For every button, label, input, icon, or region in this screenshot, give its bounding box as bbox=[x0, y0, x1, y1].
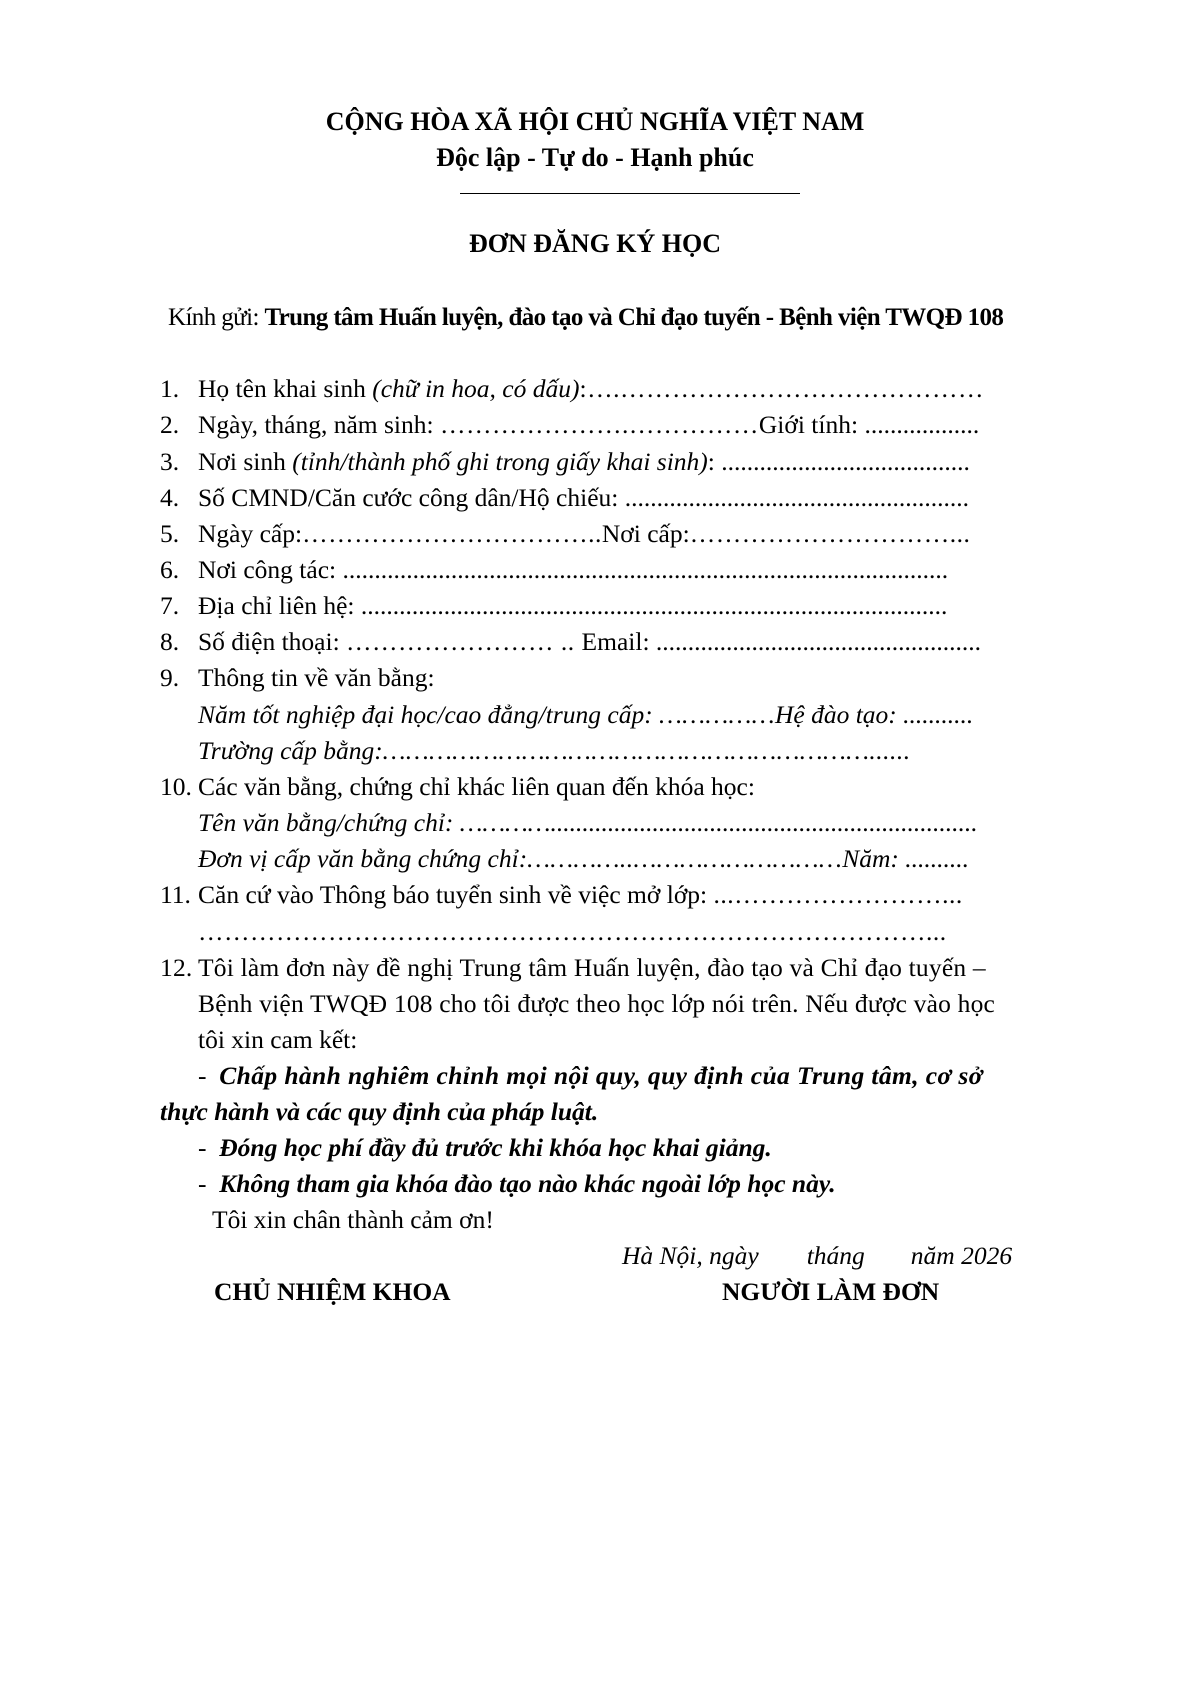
request-paragraph-line3: tôi xin cam kết: bbox=[198, 1025, 358, 1054]
dash-bullet: - bbox=[198, 1133, 207, 1162]
item-number: 7. bbox=[160, 591, 180, 620]
commitment-text: Không tham gia khóa đào tạo nào khác ngoài lớp học này. bbox=[219, 1169, 836, 1198]
fill-dots[interactable]: ............................................................................................ bbox=[360, 591, 948, 620]
field-label: Nơi công tác: bbox=[198, 555, 343, 584]
fill-dots[interactable]: …………..……………………… bbox=[527, 844, 843, 873]
commitment-text: Chấp hành nghiêm chỉnh mọi nội quy, quy định của Trung tâm, cơ sở bbox=[219, 1061, 983, 1090]
fill-dots[interactable]: : ....................................... bbox=[707, 447, 970, 476]
form-title: ĐƠN ĐĂNG KÝ HỌC bbox=[468, 229, 722, 258]
fill-dots[interactable]: …………… bbox=[659, 700, 775, 729]
item-number: 3. bbox=[160, 447, 180, 476]
date-line bbox=[622, 1241, 1012, 1271]
item-number: 11. bbox=[160, 880, 191, 909]
training-type-label: Hệ đào tạo: bbox=[774, 700, 904, 729]
field-birth-date[interactable] bbox=[160, 410, 979, 440]
fill-dots[interactable]: :….…………………………………… bbox=[579, 374, 984, 403]
field-phone-email[interactable] bbox=[160, 627, 981, 657]
fill-dots[interactable]: ........... bbox=[903, 700, 974, 729]
email-label: Email: bbox=[581, 627, 656, 656]
item-number: 10. bbox=[160, 772, 192, 801]
field-label: Tên văn bằng/chứng chỉ: bbox=[198, 808, 460, 837]
field-label: Ngày, tháng, năm sinh: bbox=[198, 410, 440, 439]
gender-label: Giới tính: bbox=[758, 410, 865, 439]
item-number: 5. bbox=[160, 519, 180, 548]
item-number: 8. bbox=[160, 627, 180, 656]
field-issue-info[interactable] bbox=[160, 519, 970, 549]
field-hint: (tỉnh/thành phố ghi trong giấy khai sinh) bbox=[292, 447, 708, 476]
item-number: 1. bbox=[160, 374, 180, 403]
field-hint: (chữ in hoa, có dấu) bbox=[372, 374, 580, 403]
field-other-certificates bbox=[160, 772, 755, 802]
signature-applicant: NGƯỜI LÀM ĐƠN bbox=[722, 1277, 940, 1306]
header-divider bbox=[460, 193, 800, 194]
request-paragraph-line1 bbox=[160, 953, 986, 983]
field-certificate-name[interactable] bbox=[198, 808, 978, 838]
thanks-text: Tôi xin chân thành cảm ơn! bbox=[212, 1205, 494, 1234]
signature-dept-head: CHỦ NHIỆM KHOA bbox=[214, 1277, 451, 1306]
field-label: Thông tin về văn bằng: bbox=[198, 663, 435, 692]
field-certificate-issuer[interactable] bbox=[198, 844, 969, 874]
field-label: Năm tốt nghiệp đại học/cao đẳng/trung cấp: bbox=[198, 700, 660, 729]
nation-heading: CỘNG HÒA XÃ HỘI CHỦ NGHĨA VIỆT NAM bbox=[325, 107, 865, 136]
fill-dots[interactable]: …………………………………………………………………………... bbox=[198, 917, 947, 946]
date-year: năm 2026 bbox=[910, 1241, 1013, 1270]
item-number: 12. bbox=[160, 953, 193, 982]
commitment-item-continued: thực hành và các quy định của pháp luật. bbox=[160, 1097, 599, 1126]
field-enrollment-notice[interactable] bbox=[160, 880, 963, 910]
field-label: Địa chỉ liên hệ: bbox=[198, 591, 361, 620]
fill-dots[interactable]: ...……………………... bbox=[713, 880, 963, 909]
fill-dots[interactable]: ...................................................... bbox=[624, 483, 969, 512]
item-number: 2. bbox=[160, 410, 180, 439]
paragraph-text: Tôi làm đơn này đề nghị Trung tâm Huấn luyện, đào tạo và Chỉ đạo tuyến – bbox=[198, 953, 986, 982]
commitment-item bbox=[198, 1169, 836, 1199]
recipient-label: Kính gửi: bbox=[168, 304, 265, 331]
field-label: Các văn bằng, chứng chỉ khác liên quan đến khóa học: bbox=[198, 772, 755, 801]
fill-dots[interactable]: …………................................................................... bbox=[459, 808, 978, 837]
field-label: Ngày cấp: bbox=[198, 519, 303, 548]
field-address[interactable] bbox=[160, 591, 947, 621]
field-graduation-year[interactable] bbox=[198, 700, 973, 730]
dash-bullet: - bbox=[198, 1061, 207, 1090]
field-label: Đơn vị cấp văn bằng chứng chỉ: bbox=[198, 844, 528, 873]
field-enrollment-notice-line2[interactable] bbox=[198, 917, 947, 947]
field-issuing-school[interactable] bbox=[198, 736, 911, 766]
commitment-item bbox=[198, 1133, 772, 1163]
recipient-value: Trung tâm Huấn luyện, đào tạo và Chỉ đạo tuyến - Bệnh viện TWQĐ 108 bbox=[264, 304, 1004, 331]
field-full-name[interactable] bbox=[160, 374, 984, 404]
fill-dots[interactable]: …………………………….. bbox=[302, 519, 602, 548]
fill-dots[interactable]: ............................................................................................... bbox=[342, 555, 949, 584]
field-birth-place[interactable] bbox=[160, 447, 970, 477]
field-label: Số CMND/Căn cước công dân/Hộ chiếu: bbox=[198, 483, 625, 512]
field-id-number[interactable] bbox=[160, 483, 969, 513]
item-number: 9. bbox=[160, 663, 180, 692]
dash-bullet: - bbox=[198, 1169, 207, 1198]
fill-dots[interactable]: ................................................... bbox=[655, 627, 982, 656]
date-place: Hà Nội, ngày bbox=[622, 1241, 759, 1270]
fill-dots[interactable]: …………………………... bbox=[689, 519, 971, 548]
field-label: Trường cấp bằng: bbox=[198, 736, 383, 765]
field-label: Nơi sinh bbox=[198, 447, 293, 476]
fill-dots[interactable]: ………………………………………………………...... bbox=[382, 736, 911, 765]
fill-dots[interactable]: .................. bbox=[864, 410, 980, 439]
recipient-line bbox=[168, 303, 1003, 333]
commitment-text: Đóng học phí đầy đủ trước khi khóa học khai giảng. bbox=[219, 1133, 772, 1162]
fill-dots[interactable]: ………………….…………… bbox=[439, 410, 759, 439]
field-workplace[interactable] bbox=[160, 555, 948, 585]
field-label: Họ tên khai sinh bbox=[198, 374, 373, 403]
date-month: tháng bbox=[806, 1241, 865, 1270]
commitment-item bbox=[198, 1061, 983, 1091]
fill-dots[interactable]: …………………… .. bbox=[346, 627, 582, 656]
field-label: Căn cứ vào Thông báo tuyển sinh về việc mở lớp: bbox=[198, 880, 714, 909]
item-number: 4. bbox=[160, 483, 180, 512]
item-number: 6. bbox=[160, 555, 180, 584]
issue-place-label: Nơi cấp: bbox=[601, 519, 690, 548]
motto-heading: Độc lập - Tự do - Hạnh phúc bbox=[436, 143, 754, 172]
field-degree-info bbox=[160, 663, 435, 693]
request-paragraph-line2: Bệnh viện TWQĐ 108 cho tôi được theo học lớp nói trên. Nếu được vào học bbox=[198, 989, 996, 1018]
field-label: Số điện thoại: bbox=[198, 627, 347, 656]
fill-dots[interactable]: .......... bbox=[905, 844, 969, 873]
year-label: Năm: bbox=[842, 844, 906, 873]
